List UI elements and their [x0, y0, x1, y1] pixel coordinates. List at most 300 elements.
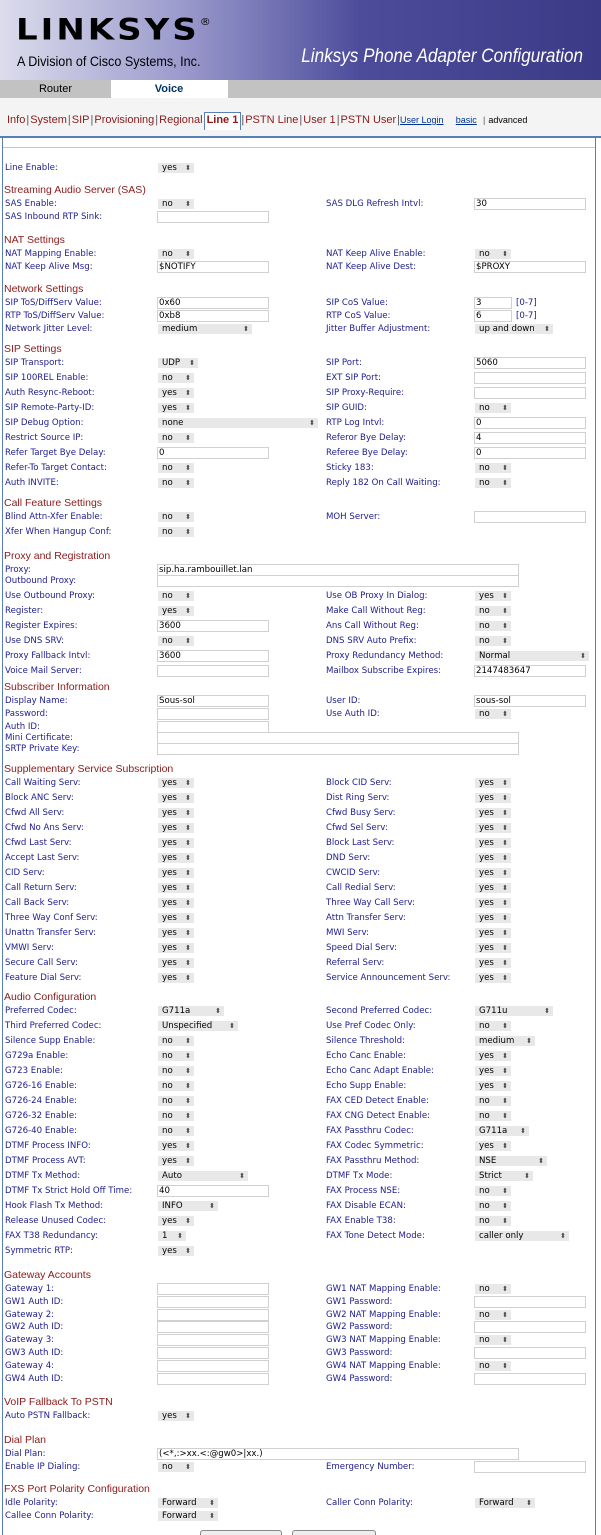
cwcid-serv-select[interactable] [474, 867, 512, 879]
accept-last-serv-select[interactable] [157, 852, 195, 864]
select-arrow-icon: ⬍ [502, 1067, 508, 1075]
label-sip-100rel-enable: SIP 100REL Enable: [5, 373, 89, 383]
fax-cng-detect-enable-select[interactable] [474, 1110, 512, 1122]
label-enable-ip-dialing: Enable IP Dialing: [5, 1461, 81, 1472]
gw2-auth-id-input[interactable] [157, 1321, 269, 1333]
cfwd-busy-serv-select[interactable] [474, 807, 512, 819]
select-value: yes [479, 883, 494, 893]
gw1-password-input[interactable] [474, 1296, 586, 1308]
select-value: yes [479, 793, 494, 803]
g726-16-enable-select[interactable] [157, 1080, 195, 1092]
select-arrow-icon: ⬍ [185, 1462, 191, 1471]
ans-call-without-reg-select[interactable] [474, 620, 512, 632]
feature-dial-serv-select[interactable] [157, 972, 195, 984]
tab-voice[interactable]: Voice [113, 80, 225, 98]
select-value: Unspecified [162, 1021, 213, 1031]
select-arrow-icon: ⬍ [185, 884, 191, 892]
linksys-logo [16, 13, 211, 47]
advanced-link[interactable]: advanced [488, 115, 528, 125]
three-way-call-serv-select[interactable] [474, 897, 512, 909]
select-value: UDP [162, 358, 181, 368]
label-cwcid-serv: CWCID Serv: [326, 868, 381, 878]
gw3-nat-mapping-enable-select[interactable] [474, 1334, 512, 1346]
sip-cos-value-input[interactable]: 3 [474, 297, 512, 309]
label-hook-flash-tx-method: Hook Flash Tx Method: [5, 1201, 104, 1211]
select-arrow-icon: ⬍ [229, 1022, 235, 1030]
label-nat-keep-alive-enable: NAT Keep Alive Enable: [326, 249, 426, 259]
label-vmwi-serv: VMWI Serv: [5, 943, 54, 953]
block-cid-serv-select[interactable] [474, 777, 512, 789]
gateway-1-input[interactable] [157, 1283, 269, 1295]
select-value: yes [162, 943, 177, 953]
user-id-input[interactable]: sous-sol [474, 695, 586, 707]
select-arrow-icon: ⬍ [538, 1157, 544, 1165]
label-sip-port: SIP Port: [326, 358, 362, 368]
vmwi-serv-select[interactable] [157, 942, 195, 954]
select-value: no [162, 373, 173, 383]
display-name-input[interactable]: Sous-sol [157, 695, 269, 707]
subtab-provisioning[interactable]: Provisioning [94, 114, 155, 126]
three-way-conf-serv-select[interactable] [157, 912, 195, 924]
label-cid-serv: CID Serv: [5, 868, 45, 878]
select-value: yes [162, 388, 177, 398]
sas-dlg-refresh-intvl-input[interactable]: 30 [474, 198, 586, 210]
label-g726-16-enable: G726-16 Enable: [5, 1081, 77, 1091]
label-g726-32-enable: G726-32 Enable: [5, 1111, 77, 1121]
sip-port-input[interactable]: 5060 [474, 357, 586, 369]
select-value: yes [479, 928, 494, 938]
dtmf-tx-strict-hold-off-time-input[interactable]: 40 [157, 1185, 269, 1197]
select-arrow-icon: ⬍ [189, 359, 195, 367]
label-referral-serv: Referral Serv: [326, 958, 385, 968]
gw3-password-input[interactable] [474, 1347, 586, 1359]
select-arrow-icon: ⬍ [502, 250, 508, 258]
label-fax-enable-t38: FAX Enable T38: [326, 1216, 396, 1226]
fax-codec-symmetric-select[interactable] [474, 1140, 512, 1152]
srtp-private-key-input[interactable] [157, 743, 519, 755]
fax-process-nse-select[interactable] [474, 1185, 512, 1197]
emergency-number-input[interactable] [474, 1461, 586, 1473]
rtp-log-intvl-input[interactable]: 0 [474, 417, 586, 429]
select-arrow-icon: ⬍ [185, 389, 191, 397]
call-redial-serv-select[interactable] [474, 882, 512, 894]
block-last-serv-select[interactable] [474, 837, 512, 849]
section-proxy-and-registration: Proxy and Registration [4, 550, 111, 562]
select-value: yes [162, 958, 177, 968]
select-arrow-icon: ⬍ [502, 914, 508, 922]
nat-mapping-enable-select[interactable] [157, 248, 195, 260]
dist-ring-serv-select[interactable] [474, 792, 512, 804]
select-value: yes [479, 1051, 494, 1061]
sip-debug-option-select[interactable] [157, 417, 319, 429]
select-value: yes [162, 973, 177, 983]
select-arrow-icon: ⬍ [502, 1217, 508, 1225]
select-arrow-icon: ⬍ [580, 652, 586, 660]
call-back-serv-select[interactable] [157, 897, 195, 909]
dnd-serv-select[interactable] [474, 852, 512, 864]
cfwd-last-serv-select[interactable] [157, 837, 195, 849]
silence-supp-enable-select[interactable] [157, 1035, 195, 1047]
label-outbound-proxy: Outbound Proxy: [5, 576, 77, 586]
subtab-pstn-user[interactable]: PSTN User [340, 114, 397, 126]
auto-pstn-fallback-select[interactable] [157, 1410, 195, 1422]
line-enable-select[interactable] [157, 162, 195, 174]
section-audio-configuration: Audio Configuration [4, 991, 97, 1003]
tab-router[interactable]: Router [0, 80, 113, 98]
echo-supp-enable-select[interactable] [474, 1080, 512, 1092]
cfwd-all-serv-select[interactable] [157, 807, 195, 819]
call-return-serv-select[interactable] [157, 882, 195, 894]
select-arrow-icon: ⬍ [502, 1336, 508, 1345]
logo-text: LINKSYS [16, 13, 200, 47]
fax-passthru-codec-select[interactable] [474, 1125, 530, 1137]
fax-tone-detect-mode-select[interactable] [474, 1230, 570, 1242]
blind-attn-xfer-enable-select[interactable] [157, 511, 195, 523]
label-auth-resync-reboot: Auth Resync-Reboot: [5, 388, 95, 398]
select-value: yes [479, 958, 494, 968]
label-cfwd-no-ans-serv: Cfwd No Ans Serv: [5, 823, 84, 833]
subtab-sip[interactable]: SIP [71, 114, 90, 126]
select-value: no [479, 1360, 490, 1371]
select-value: yes [162, 793, 177, 803]
label-dtmf-process-info: DTMF Process INFO: [5, 1141, 91, 1151]
label-sip-transport: SIP Transport: [5, 358, 65, 368]
register-expires-input[interactable]: 3600 [157, 620, 269, 632]
attn-transfer-serv-select[interactable] [474, 912, 512, 924]
second-preferred-codec-select[interactable] [474, 1005, 554, 1017]
proxy-input[interactable]: sip.ha.rambouillet.lan [157, 564, 519, 576]
select-value: yes [162, 1156, 177, 1166]
g726-32-enable-select[interactable] [157, 1110, 195, 1122]
select-arrow-icon: ⬍ [243, 324, 249, 333]
label-make-call-without-reg: Make Call Without Reg: [326, 606, 426, 616]
network-jitter-level-select[interactable] [157, 323, 253, 335]
echo-canc-adapt-enable-select[interactable] [474, 1065, 512, 1077]
label-proxy: Proxy: [5, 565, 31, 575]
label-dtmf-tx-method: DTMF Tx Method: [5, 1171, 81, 1181]
label-gw3-auth-id: GW3 Auth ID: [5, 1348, 64, 1358]
section-supplementary-service-subscription: Supplementary Service Subscription [4, 763, 174, 775]
select-value: yes [162, 898, 177, 908]
select-value: Auto [162, 1171, 182, 1181]
section-network-settings: Network Settings [4, 283, 84, 295]
reply-182-on-call-waiting-select[interactable] [474, 477, 512, 489]
auth-resync-reboot-select[interactable] [157, 387, 195, 399]
label-use-pref-codec-only: Use Pref Codec Only: [326, 1021, 416, 1031]
call-waiting-serv-select[interactable] [157, 777, 195, 789]
dial-plan-input[interactable]: (<*,:>xx.<:@gw0>|xx.) [157, 1448, 519, 1460]
secure-call-serv-select[interactable] [157, 957, 195, 969]
gw3-auth-id-input[interactable] [157, 1347, 269, 1359]
label-referee-bye-delay: Referee Bye Delay: [326, 448, 408, 458]
refer-to-target-contact-select[interactable] [157, 462, 195, 474]
submit-button-partial[interactable] [292, 1530, 376, 1535]
header-banner [0, 0, 601, 80]
select-arrow-icon: ⬍ [502, 779, 508, 787]
cid-serv-select[interactable] [157, 867, 195, 879]
g729a-enable-select[interactable] [157, 1050, 195, 1062]
referee-bye-delay-input[interactable]: 0 [474, 447, 586, 459]
label-rtp-cos-value: RTP CoS Value: [326, 310, 391, 321]
gw4-password-input[interactable] [474, 1373, 586, 1385]
restrict-source-ip-select[interactable] [157, 432, 195, 444]
label-dnd-serv: DND Serv: [326, 853, 371, 863]
label-call-redial-serv: Call Redial Serv: [326, 883, 396, 893]
gw1-nat-mapping-enable-select[interactable] [474, 1283, 512, 1295]
bottom-buttons [200, 1530, 380, 1535]
label-use-dns-srv: Use DNS SRV: [5, 636, 65, 646]
select-value: Forward [162, 1510, 197, 1521]
unattn-transfer-serv-select[interactable] [157, 927, 195, 939]
dtmf-tx-mode-select[interactable] [474, 1170, 534, 1182]
caller-conn-polarity-select[interactable] [474, 1497, 536, 1509]
user-login-link[interactable]: User Login [400, 115, 444, 125]
dns-srv-auto-prefix-select[interactable] [474, 635, 512, 647]
select-value: no [162, 527, 173, 537]
cfwd-no-ans-serv-select[interactable] [157, 822, 195, 834]
sip-proxy-require-input[interactable] [474, 387, 586, 399]
select-value: yes [162, 928, 177, 938]
select-arrow-icon: ⬍ [185, 1052, 191, 1060]
dtmf-process-avt-select[interactable] [157, 1155, 195, 1167]
label-dist-ring-serv: Dist Ring Serv: [326, 793, 390, 803]
select-value: medium [479, 1036, 515, 1046]
select-arrow-icon: ⬍ [185, 250, 191, 258]
label-gateway-2: Gateway 2: [5, 1309, 55, 1320]
hook-flash-tx-method-select[interactable] [157, 1200, 219, 1212]
select-arrow-icon: ⬍ [544, 1007, 550, 1015]
select-arrow-icon: ⬍ [502, 1052, 508, 1060]
label-sas-enable: SAS Enable: [5, 199, 57, 209]
jitter-buffer-adjustment-select[interactable] [474, 323, 554, 335]
enable-ip-dialing-select[interactable] [157, 1461, 195, 1473]
select-value: NSE [479, 1156, 497, 1166]
select-arrow-icon: ⬍ [185, 779, 191, 787]
label-second-preferred-codec: Second Preferred Codec: [326, 1006, 433, 1016]
select-arrow-icon: ⬍ [185, 164, 191, 172]
label-proxy-fallback-intvl: Proxy Fallback Intvl: [5, 651, 91, 661]
label-refer-to-target-contact: Refer-To Target Contact: [5, 463, 107, 473]
use-pref-codec-only-select[interactable] [474, 1020, 512, 1032]
label-fax-t38-redundancy: FAX T38 Redundancy: [5, 1231, 99, 1241]
nat-keep-alive-enable-select[interactable] [474, 248, 512, 260]
label-restrict-source-ip: Restrict Source IP: [5, 433, 84, 443]
block-anc-serv-select[interactable] [157, 792, 195, 804]
password-input[interactable] [157, 708, 269, 720]
cfwd-sel-serv-select[interactable] [474, 822, 512, 834]
label-sticky-183: Sticky 183: [326, 463, 374, 473]
gateway-3-input[interactable] [157, 1334, 269, 1346]
gw1-auth-id-input[interactable] [157, 1296, 269, 1308]
fax-t38-redundancy-select[interactable] [157, 1230, 187, 1242]
dtmf-process-info-select[interactable] [157, 1140, 195, 1152]
label-fax-codec-symmetric: FAX Codec Symmetric: [326, 1141, 424, 1151]
sticky-183-select[interactable] [474, 462, 512, 474]
use-ob-proxy-in-dialog-select[interactable] [474, 590, 512, 602]
mwi-serv-select[interactable] [474, 927, 512, 939]
sip-guid-select[interactable] [474, 402, 512, 414]
gateway-4-input[interactable] [157, 1360, 269, 1372]
label-block-last-serv: Block Last Serv: [326, 838, 395, 848]
select-value: no [162, 1096, 173, 1106]
xfer-when-hangup-conf-select[interactable] [157, 526, 195, 538]
subtab-info[interactable]: Info [7, 114, 26, 126]
section-sip-settings: SIP Settings [4, 343, 62, 355]
select-value: yes [479, 591, 494, 601]
fax-enable-t38-select[interactable] [474, 1215, 512, 1227]
ext-sip-port-input[interactable] [474, 372, 586, 384]
select-arrow-icon: ⬍ [502, 607, 508, 615]
label-rtp-tos-diffserv-value: RTP ToS/DiffServ Value: [5, 310, 105, 321]
label-call-return-serv: Call Return Serv: [5, 883, 77, 893]
g723-enable-select[interactable] [157, 1065, 195, 1077]
select-value: no [162, 478, 173, 488]
callee-conn-polarity-select[interactable] [157, 1510, 219, 1522]
subtab-pstn-line[interactable]: PSTN Line [245, 114, 299, 126]
preferred-codec-select[interactable] [157, 1005, 225, 1017]
basic-link[interactable]: basic [455, 115, 477, 125]
select-value: yes [479, 943, 494, 953]
nat-keep-alive-msg-input[interactable]: $NOTIFY [157, 261, 269, 273]
select-value: no [479, 708, 490, 719]
sip-tos-diffserv-value-input[interactable]: 0x60 [157, 297, 269, 309]
select-value: yes [162, 1216, 177, 1226]
section-streaming-audio-server-sas: Streaming Audio Server (SAS) [4, 184, 146, 196]
label-sas-dlg-refresh-intvl: SAS DLG Refresh Intvl: [326, 199, 424, 209]
dtmf-tx-method-select[interactable] [157, 1170, 249, 1182]
proxy-fallback-intvl-input[interactable]: 3600 [157, 650, 269, 662]
main-tabs-filler [225, 80, 601, 98]
select-value: no [162, 249, 173, 259]
label-use-outbound-proxy: Use Outbound Proxy: [5, 591, 95, 601]
release-unused-codec-select[interactable] [157, 1215, 195, 1227]
gw2-nat-mapping-enable-select[interactable] [474, 1309, 512, 1321]
sip-100rel-enable-select[interactable] [157, 372, 195, 384]
select-value: no [479, 1309, 490, 1320]
fax-disable-ecan-select[interactable] [474, 1200, 512, 1212]
register-select[interactable] [157, 605, 195, 617]
section-fxs-port-polarity-configuration: FXS Port Polarity Configuration [4, 1483, 150, 1495]
select-arrow-icon: ⬍ [209, 1511, 215, 1520]
referor-bye-delay-input[interactable]: 4 [474, 432, 586, 444]
speed-dial-serv-select[interactable] [474, 942, 512, 954]
fax-ced-detect-enable-select[interactable] [474, 1095, 512, 1107]
label-symmetric-rtp: Symmetric RTP: [5, 1246, 73, 1256]
select-arrow-icon: ⬍ [185, 592, 191, 600]
echo-canc-enable-select[interactable] [474, 1050, 512, 1062]
subtab-regional[interactable]: Regional [159, 114, 203, 126]
use-dns-srv-select[interactable] [157, 635, 195, 647]
refer-target-bye-delay-input[interactable]: 0 [157, 447, 269, 459]
label-accept-last-serv: Accept Last Serv: [5, 853, 80, 863]
select-value: Forward [479, 1498, 514, 1508]
label-cfwd-all-serv: Cfwd All Serv: [5, 808, 65, 818]
select-value: no [162, 463, 173, 473]
select-arrow-icon: ⬍ [209, 1499, 215, 1507]
mailbox-subscribe-expires-input[interactable]: 2147483647 [474, 665, 586, 677]
rtp-tos-diffserv-value-input[interactable]: 0xb8 [157, 310, 269, 322]
form-top-strip [3, 138, 595, 148]
auth-invite-select[interactable] [157, 477, 195, 489]
label-call-back-serv: Call Back Serv: [5, 898, 70, 908]
third-preferred-codec-select[interactable] [157, 1020, 239, 1032]
use-outbound-proxy-select[interactable] [157, 590, 195, 602]
select-arrow-icon: ⬍ [185, 513, 191, 521]
label-g729a-enable: G729a Enable: [5, 1051, 69, 1061]
select-value: no [162, 512, 173, 522]
silence-threshold-select[interactable] [474, 1035, 536, 1047]
select-value: no [162, 1461, 173, 1472]
gw4-auth-id-input[interactable] [157, 1373, 269, 1385]
service-announcement-serv-select[interactable] [474, 972, 512, 984]
g726-40-enable-select[interactable] [157, 1125, 195, 1137]
select-arrow-icon: ⬍ [185, 374, 191, 382]
gateway-2-input[interactable] [157, 1309, 269, 1321]
label-third-preferred-codec: Third Preferred Codec: [5, 1021, 102, 1031]
subtab-line-1[interactable]: Line 1 [204, 112, 242, 130]
label-silence-threshold: Silence Threshold: [326, 1036, 405, 1046]
voice-mail-server-input[interactable] [157, 665, 269, 677]
label-gw3-password: GW3 Password: [326, 1348, 393, 1358]
subtab-user-1[interactable]: User 1 [303, 114, 336, 126]
fax-passthru-method-select[interactable] [474, 1155, 548, 1167]
outbound-proxy-input[interactable] [157, 575, 519, 587]
gw4-nat-mapping-enable-select[interactable] [474, 1360, 512, 1372]
select-value: yes [162, 1246, 177, 1256]
use-auth-id-select[interactable] [474, 708, 512, 720]
sip-remote-party-id-select[interactable] [157, 402, 195, 414]
label-fax-passthru-codec: FAX Passthru Codec: [326, 1126, 414, 1136]
select-arrow-icon: ⬍ [185, 464, 191, 472]
select-value: yes [479, 823, 494, 833]
label-proxy-redundancy-method: Proxy Redundancy Method: [326, 651, 444, 661]
rtp-cos-value-input[interactable]: 6 [474, 310, 512, 322]
select-arrow-icon: ⬍ [502, 592, 508, 600]
gw2-password-input[interactable] [474, 1321, 586, 1333]
label-block-cid-serv: Block CID Serv: [326, 778, 392, 788]
label-gw1-auth-id: GW1 Auth ID: [5, 1296, 64, 1307]
label-dtmf-tx-strict-hold-off-time: DTMF Tx Strict Hold Off Time: [5, 1186, 133, 1196]
label-register-expires: Register Expires: [5, 621, 78, 631]
make-call-without-reg-select[interactable] [474, 605, 512, 617]
select-arrow-icon: ⬍ [502, 824, 508, 832]
select-value: yes [479, 808, 494, 818]
symmetric-rtp-select[interactable] [157, 1245, 195, 1257]
select-value: yes [479, 973, 494, 983]
moh-server-input[interactable] [474, 511, 586, 523]
label-moh-server: MOH Server: [326, 512, 381, 522]
label-cfwd-sel-serv: Cfwd Sel Serv: [326, 823, 388, 833]
undo-button-partial[interactable] [200, 1530, 282, 1535]
label-gw2-auth-id: GW2 Auth ID: [5, 1322, 64, 1333]
referral-serv-select[interactable] [474, 957, 512, 969]
sas-enable-select[interactable] [157, 198, 195, 210]
subtab-system[interactable]: System [30, 114, 67, 126]
select-arrow-icon: ⬍ [309, 419, 315, 427]
label-network-jitter-level: Network Jitter Level: [5, 323, 93, 334]
label-use-ob-proxy-in-dialog: Use OB Proxy In Dialog: [326, 591, 428, 601]
select-value: no [162, 591, 173, 601]
g726-24-enable-select[interactable] [157, 1095, 195, 1107]
label-nat-keep-alive-msg: NAT Keep Alive Msg: [5, 261, 93, 272]
sas-inbound-rtp-sink-input[interactable] [157, 211, 269, 223]
sip-transport-select[interactable] [157, 357, 199, 369]
app-title: Linksys Phone Adapter Configuration [301, 46, 583, 67]
nat-keep-alive-dest-input[interactable]: $PROXY [474, 261, 586, 273]
select-arrow-icon: ⬍ [185, 1412, 191, 1420]
idle-polarity-select[interactable] [157, 1497, 219, 1509]
proxy-redundancy-method-select[interactable] [474, 650, 590, 662]
